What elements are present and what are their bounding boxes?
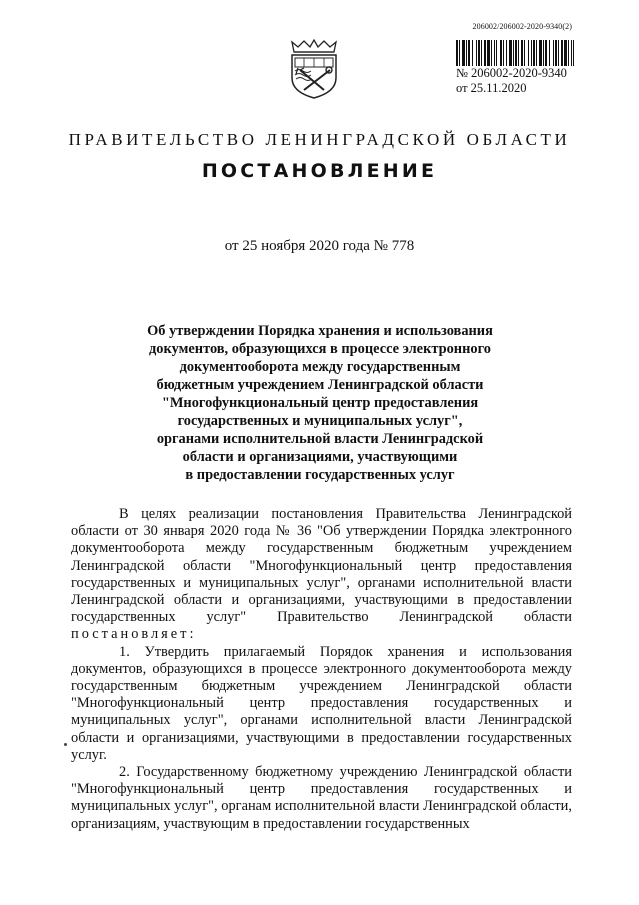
document-code: 206002/206002-2020-9340(2) <box>472 22 572 31</box>
subject-line: Об утверждении Порядка хранения и использования <box>147 323 493 339</box>
decree-title: ПОСТАНОВЛЕНИЕ <box>201 160 438 182</box>
subject-line: области и организациями, участвующими <box>182 449 458 465</box>
subject-line: государственных и муниципальных услуг", <box>177 413 463 429</box>
subject-line: бюджетным учреждением Ленинградской области <box>156 377 484 393</box>
decree-subject <box>90 322 550 484</box>
preamble-paragraph <box>71 506 572 644</box>
registration-date: от 25.11.2020 <box>456 81 527 95</box>
subject-line: в предоставлении государственных услуг <box>185 467 455 483</box>
item-1-paragraph: 1. Утвердить прилагаемый Порядок хранения и использования документов, образующихся в процессе электронного документооборота между государственным бюджетным учреждением Ленинградской области "Многофункциональный центр предоставления государственных и муниципальных услуг", органами исполнительной власти Ленинградской области и организациями, участвующими в предоставлении государственных услуг. <box>71 643 572 763</box>
item-2-paragraph: 2. Государственному бюджетному учреждению Ленинградской области "Многофункциональный центр предоставления государственных и муниципальных услуг", органам исполнительной власти Ленинградской области, организациям, участвующим в предоставлении государственных <box>71 764 572 832</box>
barcode-icon <box>456 40 576 66</box>
subject-line: документов, образующихся в процессе электронного <box>149 341 491 357</box>
document-body <box>71 506 572 833</box>
registration-box <box>456 66 567 96</box>
registration-number: № 206002-2020-9340 <box>456 66 567 80</box>
government-title: ПРАВИТЕЛЬСТВО ЛЕНИНГРАДСКОЙ ОБЛАСТИ <box>68 130 571 149</box>
resolves-word: постановляет: <box>71 626 197 643</box>
subject-line: органами исполнительной власти Ленинградской <box>156 431 484 447</box>
subject-line: "Многофункциональный центр предоставления <box>161 395 479 411</box>
margin-dot <box>64 743 67 746</box>
preamble-text: В целях реализации постановления Правительства Ленинградской области от 30 января 2020 года № 36 "Об утверждении Порядка электронного документооборота между государственным бюджетным учреждением Ленинградской области "Многофункциональный центр предоставления государственных и муниципальных услуг", органами исполнительной власти Ленинградской области и организациями, участвующими в предоставлении государственных услуг" Правительство Ленинградской области <box>71 506 572 626</box>
decree-date: от 25 ноября 2020 года № 778 <box>224 238 415 254</box>
coat-of-arms-icon <box>286 38 342 100</box>
subject-line: документооборота между государственным <box>179 359 461 375</box>
